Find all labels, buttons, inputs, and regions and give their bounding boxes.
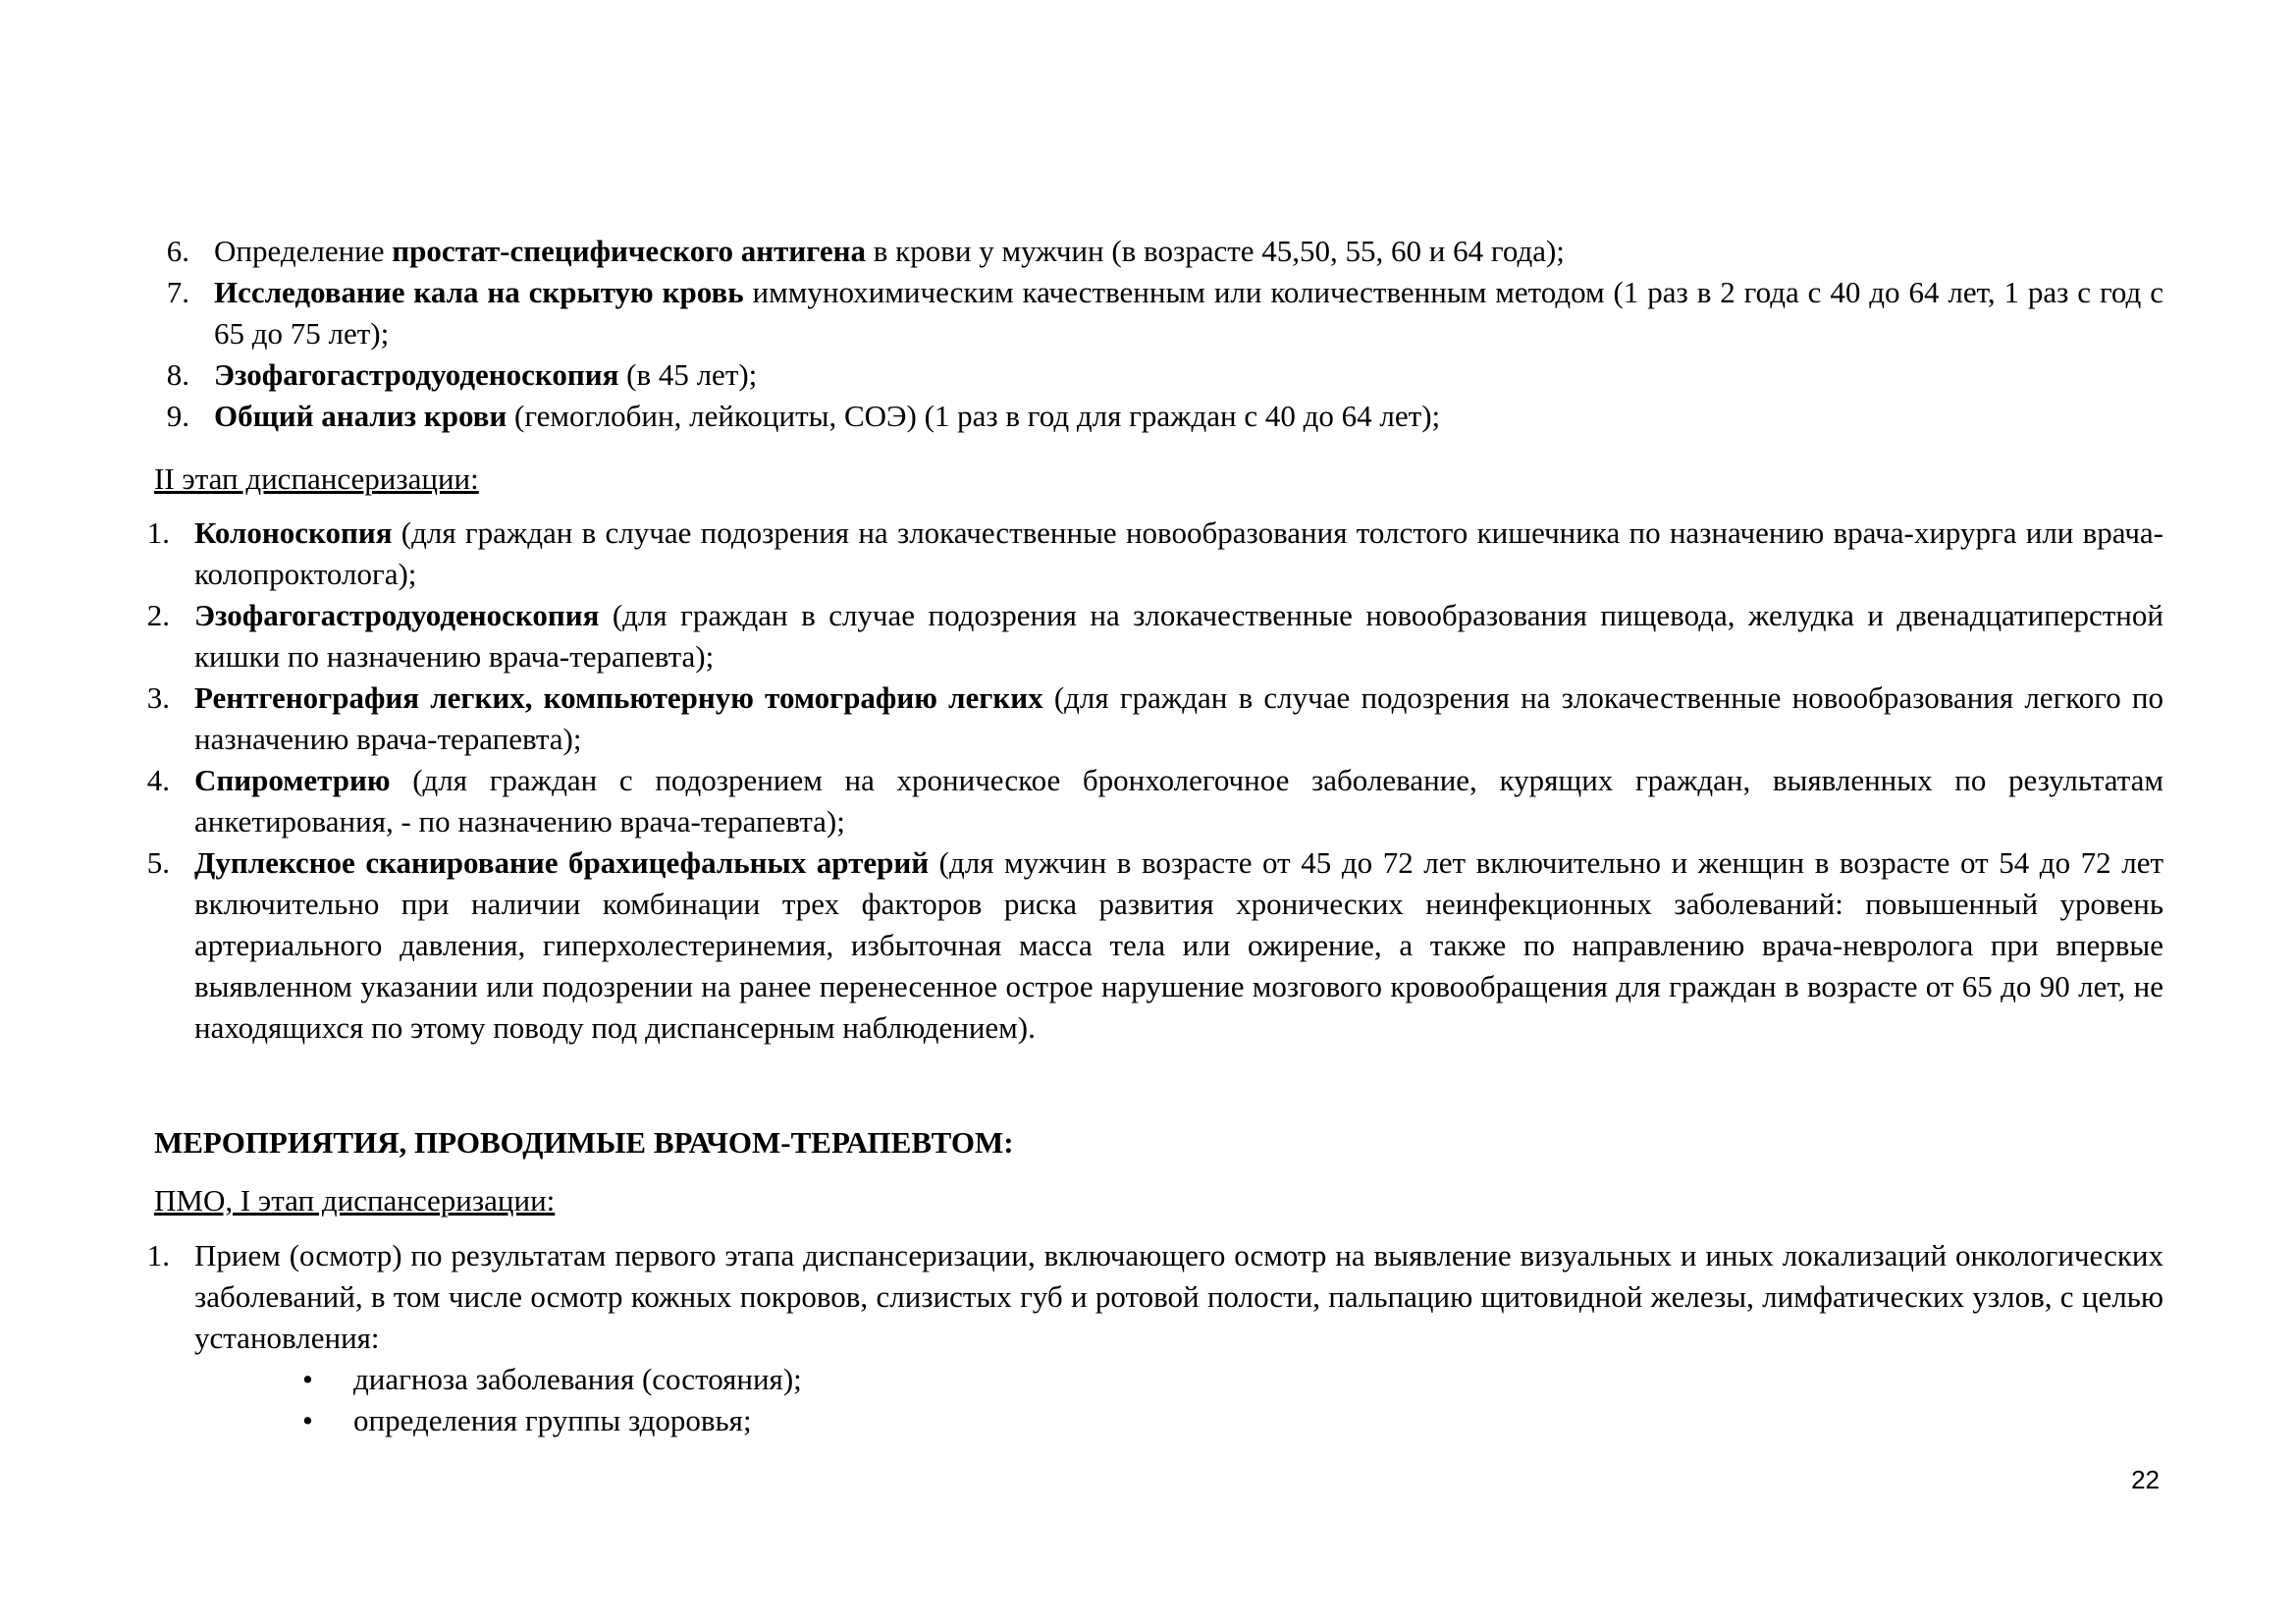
list-number: 1. — [146, 515, 170, 550]
list-number: 8. — [166, 357, 189, 392]
bold-term: Эзофагогастродуоденоскопия — [194, 598, 600, 632]
list-number: 6. — [166, 234, 189, 268]
bullet-item: определения группы здоровья; — [353, 1403, 752, 1437]
stage2-heading: II этап диспансеризации: — [154, 461, 479, 496]
list-item: 1. Колоноскопия (для граждан в случае подозрения на злокачественные новообразования толстого кишечника по назначению врача-хирурга или врача-колопроктолога); — [194, 513, 2163, 595]
bold-term: Общий анализ крови — [214, 399, 507, 433]
bold-term: Колоноскопия — [194, 515, 393, 550]
list-number: 1. — [146, 1238, 170, 1272]
stage2-list — [0, 513, 2296, 1049]
list-item: 4. Спирометрию (для граждан с подозрением на хроническое бронхолегочное заболевание, курящих граждан, выявленных по результатам анкетирования, - по назначению врача-терапевта); — [194, 760, 2163, 842]
list-item: 1. Прием (осмотр) по результатам первого этапа диспансеризации, включающего осмотр на выявление визуальных и иных локализаций онкологических заболеваний, в том числе осмотр кожных покровов, слизистых губ и ротовой полости, пальпацию щитовидной железы, лимфатических узлов, с целью установления: — [194, 1235, 2163, 1359]
list-number: 3. — [146, 680, 170, 715]
list-item: 7. Исследование кала на скрытую кровь иммунохимическим качественным или количественным методом (1 раз в 2 года с 40 до 64 лет, 1 раз с год с 65 до 75 лет); — [214, 272, 2163, 354]
list-item: 6. Определение простат-специфического антигена в крови у мужчин (в возрасте 45,50, 55, 60 и 64 года); — [214, 231, 2163, 272]
stage1-list — [0, 231, 2296, 437]
bold-term: Исследование кала на скрытую кровь — [214, 275, 744, 309]
bullet-icon: • — [302, 1403, 313, 1437]
list-number: 4. — [146, 763, 170, 797]
bold-term: Спирометрию — [194, 763, 391, 797]
list-item: 5. Дуплексное сканирование брахицефальных артерий (для мужчин в возрасте от 45 до 72 лет включительно и женщин в возрасте от 54 до 72 лет включительно при наличии комбинации трех факторов риска развития хронических неинфекционных заболеваний: повышенный уровень артериального давления, гиперхолестеринемия, избыточная масса тела или ожирение, а также по направлению врача-невролога при впервые выявленном указании или подозрении на ранее перенесенное острое нарушение мозгового кровообращения для граждан в возрасте от 65 до 90 лет, не находящихся по этому поводу под диспансерным наблюдением). — [194, 842, 2163, 1049]
bold-term: Дуплексное сканирование брахицефальных артерий — [194, 845, 930, 880]
list-number: 5. — [146, 845, 170, 880]
list-number: 7. — [166, 275, 189, 309]
pmo-heading: ПМО, I этап диспансеризации: — [154, 1183, 556, 1218]
bold-term: простат-специфического антигена — [392, 234, 867, 268]
bold-term: Эзофагогастродуоденоскопия — [214, 357, 619, 392]
list-item: 9. Общий анализ крови (гемоглобин, лейкоциты, СОЭ) (1 раз в год для граждан с 40 до 64 лет); — [214, 396, 2163, 437]
bold-term: Рентгенография легких, компьютерную томографию легких — [194, 680, 1043, 715]
list-item: 3. Рентгенография легких, компьютерную томографию легких (для граждан в случае подозрения на злокачественные новообразования легкого по назначению врача-терапевта); — [194, 677, 2163, 760]
list-number: 9. — [166, 399, 189, 433]
section-heading: МЕРОПРИЯТИЯ, ПРОВОДИМЫЕ ВРАЧОМ-ТЕРАПЕВТОМ: — [154, 1125, 1014, 1160]
list-item: 8. Эзофагогастродуоденоскопия (в 45 лет); — [214, 354, 2163, 396]
bullet-item: диагноза заболевания (состояния); — [353, 1362, 802, 1396]
list-number: 2. — [146, 598, 170, 632]
bullet-icon: • — [302, 1362, 313, 1396]
page-number: 22 — [2131, 1465, 2160, 1494]
list-item: 2. Эзофагогастродуоденоскопия (для граждан в случае подозрения на злокачественные новообразования пищевода, желудка и двенадцатиперстной кишки по назначению врача-терапевта); — [194, 595, 2163, 677]
pmo-list — [0, 1235, 2296, 1359]
